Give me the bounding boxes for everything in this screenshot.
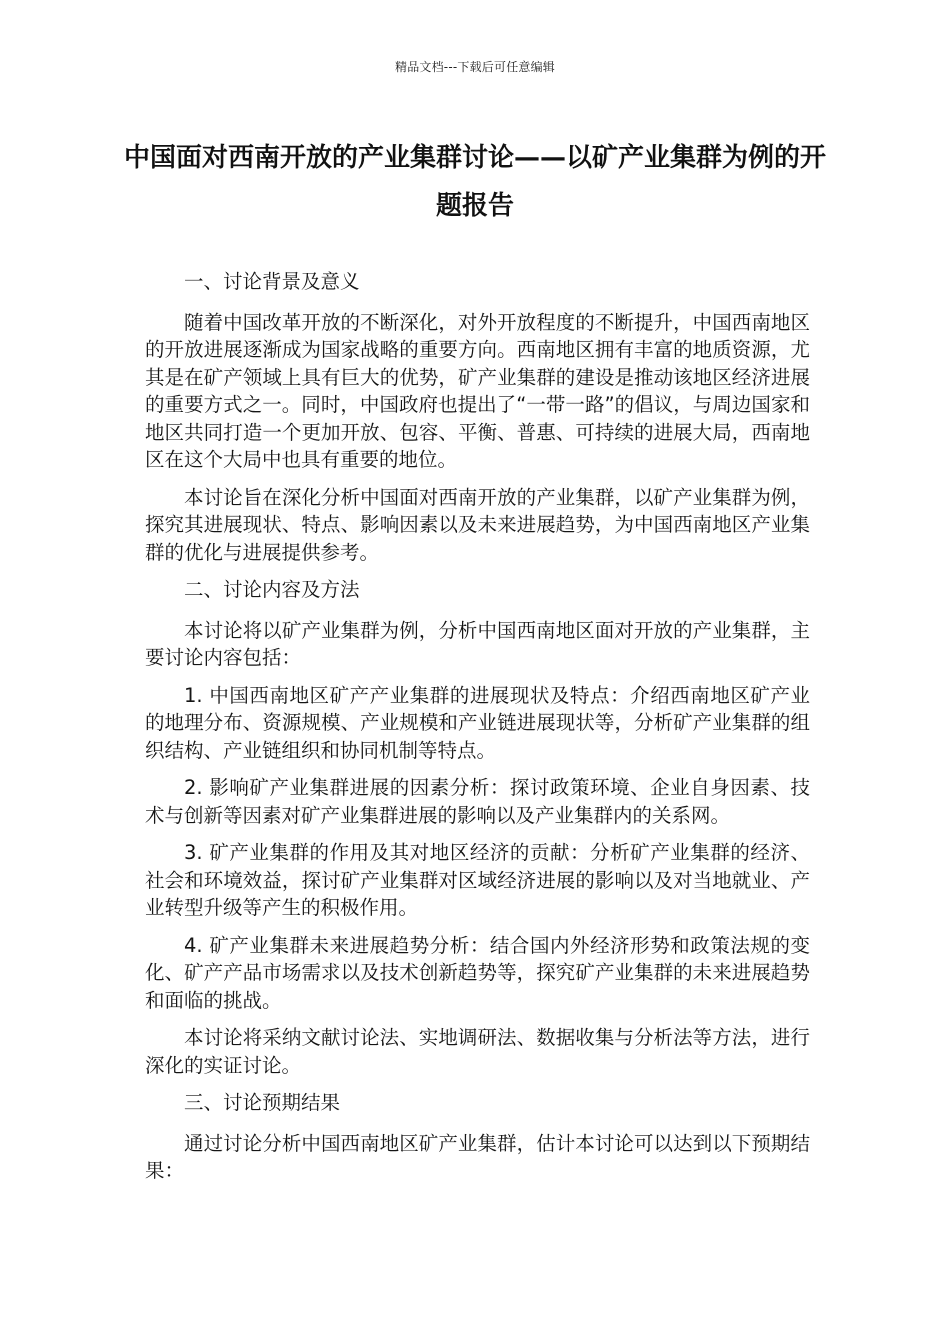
section-heading-background: 一、讨论背景及意义: [184, 270, 360, 293]
paragraph-content-intro: 本讨论将以矿产业集群为例，分析中国西南地区面对开放的产业集群，主要讨论内容包括：: [145, 618, 810, 669]
document-body: [145, 268, 810, 1195]
paragraph-item-3: 3. 矿产业集群的作用及其对地区经济的贡献：分析矿产业集群的经济、社会和环境效益，探讨矿产业集群对区域经济进展的影响以及对当地就业、产业转型升级等产生的积极作用。: [145, 841, 810, 919]
paragraph-methods: 本讨论将采纳文献讨论法、实地调研法、数据收集与分析法等方法，进行深化的实证讨论。: [145, 1026, 810, 1077]
paragraph-item-1: 1. 中国西南地区矿产产业集群的进展现状及特点：介绍西南地区矿产业的地理分布、资源规模、产业规模和产业链进展现状等，分析矿产业集群的组织结构、产业链组织和协同机制等特点。: [145, 683, 810, 762]
section-heading-expected-results: 三、讨论预期结果: [184, 1091, 341, 1114]
paragraph-expected-results: 通过讨论分析中国西南地区矿产业集群，估计本讨论可以达到以下预期结果：: [145, 1131, 810, 1182]
paragraph-background-2: 本讨论旨在深化分析中国面对西南开放的产业集群，以矿产业集群为例，探究其进展现状、特点、影响因素以及未来进展趋势，为中国西南地区产业集群的优化与进展提供参考。: [145, 485, 810, 564]
paragraph-background-1: 随着中国改革开放的不断深化，对外开放程度的不断提升，中国西南地区的开放进展逐渐成为国家战略的重要方向。西南地区拥有丰富的地质资源，尤其是在矿产领域上具有巨大的优势，矿产业集群的建设是推动该地区经济进展的重要方式之一。同时，中国政府也提出了“一带一路”的倡议，与周边国家和地区共同打造一个更加开放、包容、平衡、普惠、可持续的进展大局，西南地区在这个大局中也具有重要的地位。: [145, 310, 810, 471]
header-note: 精品文档---下载后可任意编辑: [395, 60, 555, 74]
document-title: 中国面对西南开放的产业集群讨论——以矿产业集群为例的开题报告: [123, 143, 826, 221]
paragraph-item-2: 2. 影响矿产业集群进展的因素分析：探讨政策环境、企业自身因素、技术与创新等因素对矿产业集群进展的影响以及产业集群内的关系网。: [145, 776, 810, 827]
paragraph-item-4: 4. 矿产业集群未来进展趋势分析：结合国内外经济形势和政策法规的变化、矿产产品市场需求以及技术创新趋势等，探究矿产业集群的未来进展趋势和面临的挑战。: [145, 933, 810, 1012]
section-heading-content-methods: 二、讨论内容及方法: [184, 578, 360, 601]
